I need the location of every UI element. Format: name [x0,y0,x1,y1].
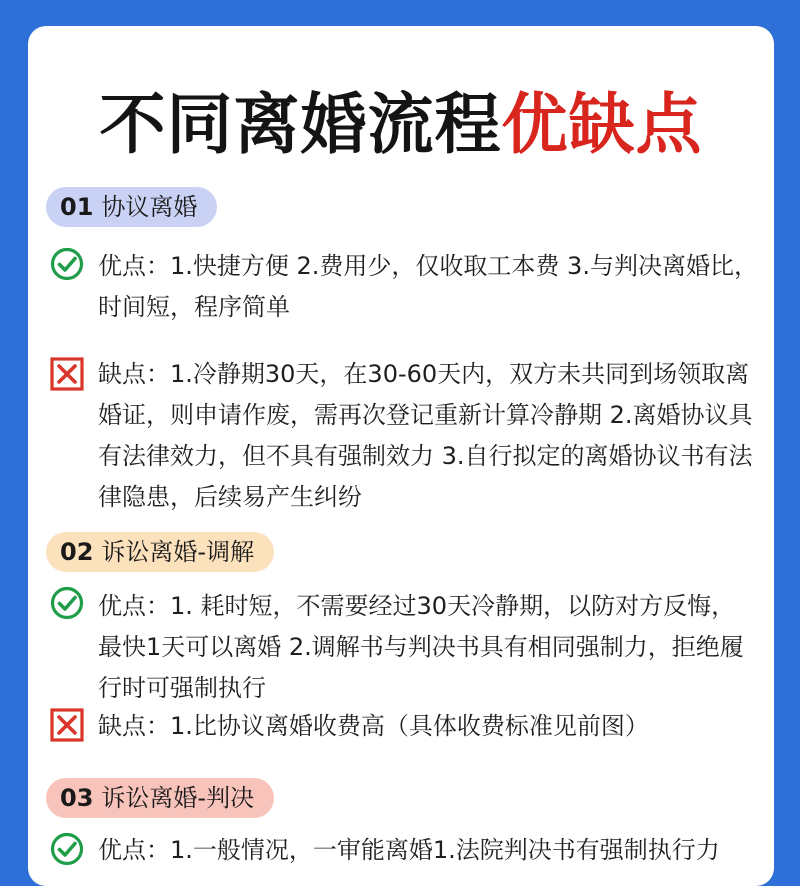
cons-text-02 [98,706,758,747]
check-circle-icon [50,832,84,866]
section-name: 诉讼离婚-调解 [101,538,255,566]
pros-content: 1. 耗时短，不需要经过30天冷静期，以防对方反悔，最快1天可以离婚 2.调解书与判决书具有相同强制力，拒绝履行时可强制执行 [98,592,744,702]
cross-box-icon [50,357,84,391]
pros-text-03 [98,830,758,871]
title-main: 不同离婚流程 [99,85,502,163]
section-tag-03 [46,778,274,818]
cross-box-icon [50,708,84,742]
page-title [28,84,774,164]
pros-text-02 [98,586,758,709]
cons-label: 缺点： [98,712,170,740]
section-tag-01 [46,187,217,227]
section-name: 诉讼离婚-判决 [101,784,255,812]
cons-content: 1.冷静期30天，在30-60天内，双方未共同到场领取离婚证，则申请作废，需再次登记重新计算冷静期 2.离婚协议具有法律效力，但不具有强制效力 3.自行拟定的离婚协议书有法律隐患，后续易产生纠纷 [98,360,753,511]
title-accent: 优缺点 [501,85,703,163]
pros-label: 优点： [98,592,170,620]
section-number: 01 [60,193,94,221]
cons-label: 缺点： [98,360,170,388]
content-card [28,26,774,886]
pros-label: 优点： [98,836,170,864]
pros-content: 1.一般情况，一审能离婚1.法院判决书有强制执行力 [170,836,720,864]
section-name: 协议离婚 [101,193,198,221]
pros-content: 1.快捷方便 2.费用少，仅收取工本费 3.与判决离婚比，时间短，程序简单 [98,252,758,321]
check-circle-icon [50,247,84,281]
cons-content: 1.比协议离婚收费高（具体收费标准见前图） [170,712,649,740]
pros-label: 优点： [98,252,170,280]
section-tag-02 [46,532,274,572]
cons-text-01 [98,354,758,518]
pros-text-01 [98,246,758,328]
section-number: 03 [60,784,94,812]
check-circle-icon [50,586,84,620]
section-number: 02 [60,538,94,566]
